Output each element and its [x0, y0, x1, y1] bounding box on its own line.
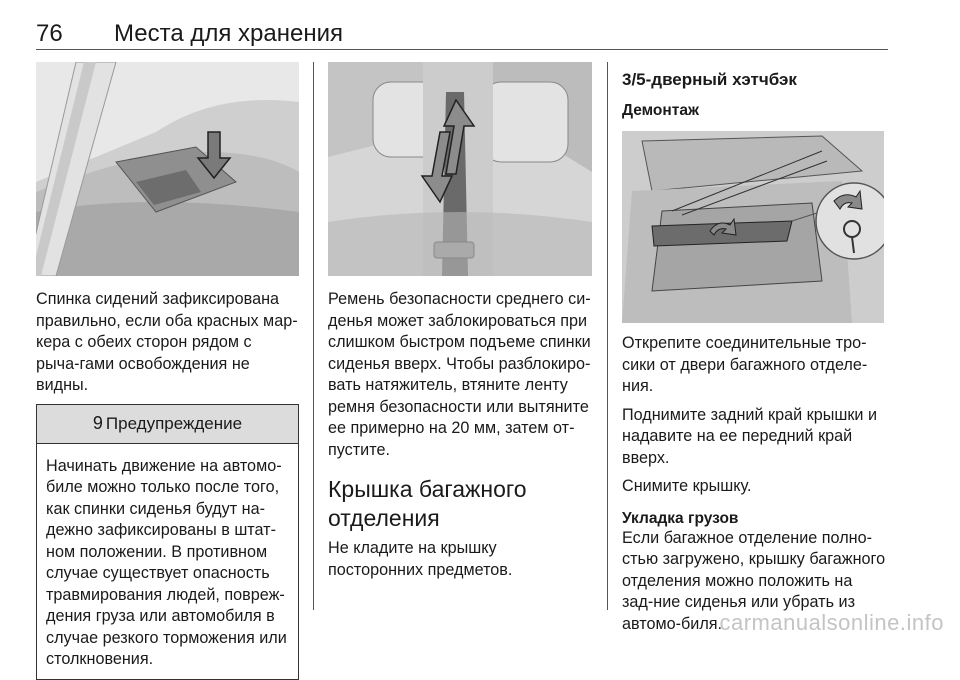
warning-title: Предупреждение [105, 413, 243, 433]
load-heading: Укладка грузов [622, 509, 739, 527]
warning-box [36, 404, 299, 680]
header-divider [36, 49, 888, 50]
step-2-text: Поднимите задний край крышки и надавите на ее передний край вверх. [622, 405, 878, 467]
column-1 [36, 62, 299, 680]
column-divider-2 [607, 62, 608, 610]
load-text: Если багажное отделение полно-стью загружено, крышку багажного отделения можно положить на зад-ние сиденья или убрать из автомо-биля. [622, 528, 886, 633]
page-header [36, 20, 888, 50]
warning-text: Начинать движение на автомо-биле можно только после того, как спинки сиденья будут на-дежно зафиксированы в штат-ном положении. В противном случае существует опасность травмирования людей, повреж-дения груза или автомобиля в случае резкого торможения или столкновения. [46, 456, 287, 668]
cargo-cover-illustration [622, 131, 884, 323]
seatbelt-caption: Ремень безопасности среднего си-денья может заблокироваться при слишком быстром подъеме спинки сиденья вверх. Чтобы разблокиро-вать натяжитель, втяните ленту ремня безопасности или вытяните ее примерно на 20 мм, затем от-пустите. [328, 290, 591, 459]
hatchback-heading: 3/5-дверный хэтчбэк [622, 70, 797, 89]
removal-subheading: Демонтаж [622, 102, 699, 119]
warning-icon: 9 [92, 413, 103, 433]
column-divider-1 [313, 62, 314, 610]
watermark: carmanualsonline.info [719, 610, 944, 635]
section-text: Не кладите на крышку посторонних предметов. [328, 539, 513, 579]
seatback-lock-illustration [36, 62, 299, 276]
column-3 [622, 62, 888, 635]
section-title: Крышка багажного отделения [328, 476, 527, 531]
step-1-text: Открепите соединительные тро-сики от двери багажного отделе-ния. [622, 334, 868, 395]
seatback-caption: Спинка сидений зафиксирована правильно, если оба красных мар-кера с обеих сторон рядом с рыча-гами освобождения не видны. [36, 290, 298, 394]
warning-header [37, 405, 298, 444]
seatbelt-illustration [328, 62, 592, 276]
page-title: Места для хранения [114, 20, 343, 47]
page-number: 76 [36, 20, 63, 47]
step-3-text: Снимите крышку. [622, 477, 752, 495]
column-2 [328, 62, 592, 581]
